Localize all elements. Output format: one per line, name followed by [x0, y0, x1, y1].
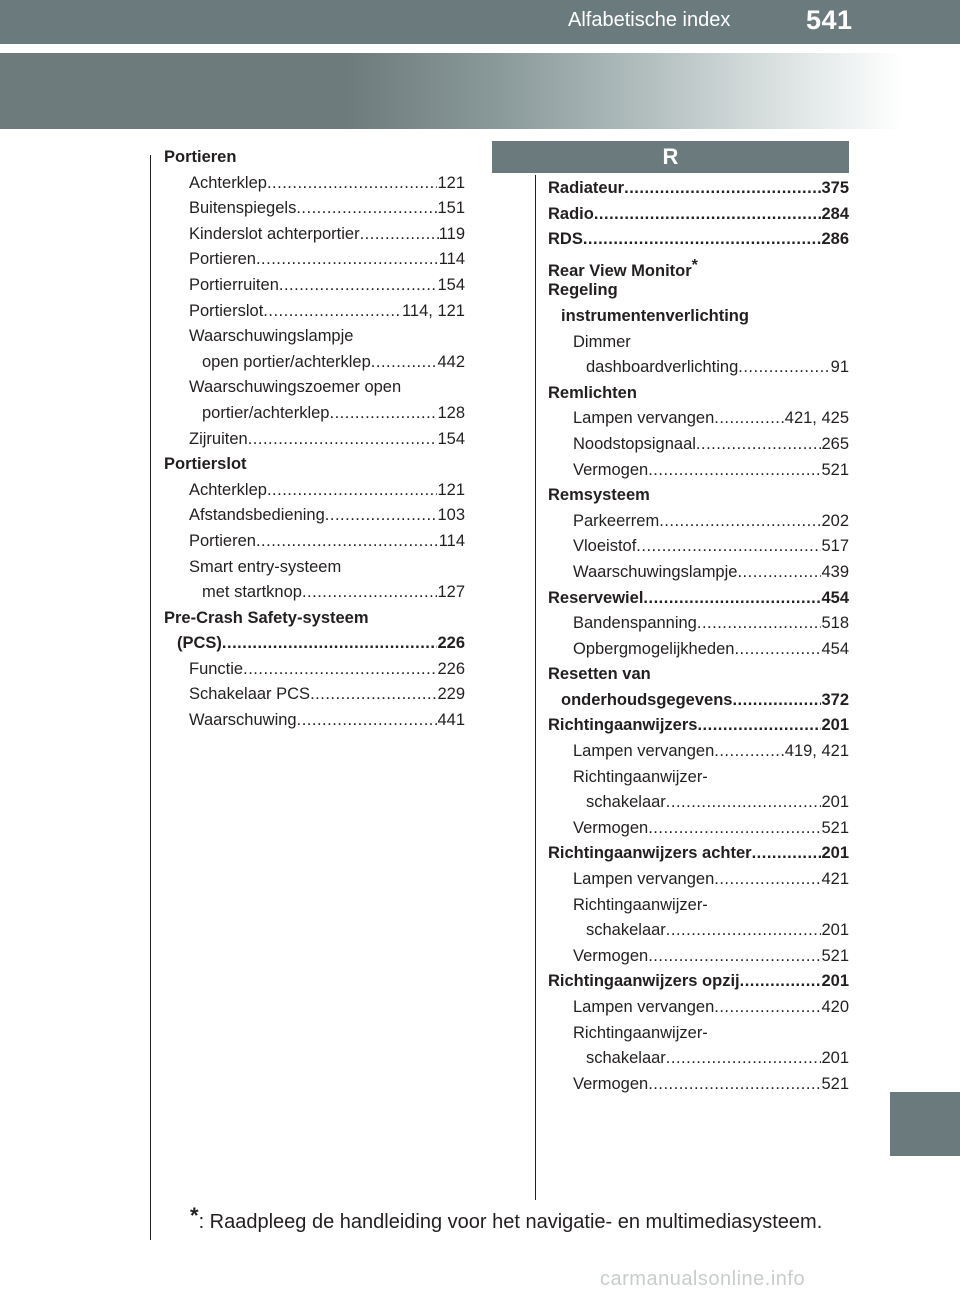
index-column-left [164, 145, 465, 734]
dot-leader [714, 867, 821, 893]
entry-term: Portieren [164, 148, 237, 166]
index-entry [164, 196, 465, 222]
page-number: 541 [806, 5, 853, 35]
footnote-marker: * [190, 1203, 199, 1228]
entry-term: Portierslot [164, 455, 247, 474]
entry-term: Waarschuwing [189, 711, 297, 730]
index-entry [164, 657, 465, 683]
entry-term: Achterklep [189, 173, 267, 192]
entry-term: Vermogen [573, 946, 649, 965]
entry-page: 103 [437, 506, 465, 525]
index-entry [164, 503, 465, 529]
index-entry [548, 713, 849, 739]
index-entry [548, 509, 849, 535]
entry-page: 517 [821, 537, 849, 556]
dot-leader [297, 708, 438, 734]
footnote-ref: * [691, 256, 698, 274]
dot-leader [732, 688, 821, 714]
entry-page: 114 [438, 531, 465, 550]
entry-term: Achterklep [189, 480, 267, 499]
entry-page: 286 [821, 230, 849, 249]
entry-page: 454 [821, 639, 849, 658]
entry-term: Richtingaanwijzers achter [548, 844, 752, 863]
entry-page: 91 [830, 358, 849, 377]
index-entry [548, 355, 849, 381]
dot-leader [648, 944, 821, 970]
entry-page: 521 [821, 1074, 849, 1093]
entry-term: schakelaar [586, 793, 666, 812]
entry-page: 454 [821, 588, 849, 607]
entry-term: Richtingaanwijzers [548, 716, 698, 735]
dot-leader [583, 227, 822, 253]
entry-term: Portierruiten [189, 275, 279, 294]
entry-term: schakelaar [586, 1049, 666, 1068]
index-entry [164, 247, 465, 273]
entry-page: 201 [821, 921, 849, 940]
entry-term: Vermogen [573, 460, 649, 479]
dot-leader [648, 458, 821, 484]
entry-term: Richtingaanwijzer- [573, 767, 708, 786]
index-entry [548, 995, 849, 1021]
entry-term: Waarschuwingslampje [189, 327, 354, 346]
index-entry [548, 841, 849, 867]
index-entry [164, 478, 465, 504]
index-entry [548, 278, 849, 304]
entry-term: Vermogen [573, 818, 649, 837]
entry-page: 375 [821, 179, 849, 197]
entry-term: Opbergmogelijkheden [573, 639, 735, 658]
entry-term: Portieren [189, 250, 256, 269]
left-rule [150, 155, 151, 1240]
entry-page: 419, 421 [784, 742, 849, 761]
entry-term: Parkeerrem [573, 511, 660, 530]
entry-term: Remsysteem [548, 486, 650, 505]
dot-leader [243, 657, 437, 683]
dot-leader [302, 580, 438, 606]
entry-page: 128 [437, 403, 465, 422]
header-title: Alfabetische index [568, 9, 731, 31]
entry-term: Richtingaanwijzer- [573, 1023, 708, 1042]
entry-term: Dimmer [573, 332, 631, 351]
dot-leader [310, 682, 437, 708]
index-entry [548, 253, 849, 279]
index-entry [164, 529, 465, 555]
watermark: carmanualsonline.info [600, 1268, 806, 1290]
index-entry [164, 580, 465, 606]
dot-leader [267, 171, 438, 197]
dot-leader [256, 247, 439, 273]
header-banner [0, 53, 960, 129]
entry-page: 119 [438, 224, 465, 243]
dot-leader [267, 478, 438, 504]
index-column-right [548, 176, 849, 1097]
entry-term: open portier/achterklep [202, 352, 371, 371]
index-entry [548, 406, 849, 432]
dot-leader [740, 969, 822, 995]
index-entry [548, 458, 849, 484]
index-entry [548, 867, 849, 893]
entry-term: Vloeistof [573, 537, 637, 556]
index-entry [548, 816, 849, 842]
index-entry [164, 299, 465, 325]
index-entry [548, 304, 849, 330]
dot-leader [666, 790, 822, 816]
index-entry [164, 606, 465, 632]
index-entry [548, 790, 849, 816]
index-entry [164, 427, 465, 453]
dot-leader [734, 637, 821, 663]
entry-page: 201 [821, 1049, 849, 1068]
entry-term: Vermogen [573, 1074, 649, 1093]
dot-leader [714, 995, 821, 1021]
entry-term: Portierslot [189, 301, 264, 320]
dot-leader [279, 273, 438, 299]
dot-leader [624, 176, 821, 202]
dot-leader [648, 816, 821, 842]
index-entry [164, 222, 465, 248]
entry-page: 114 [438, 250, 465, 269]
entry-term: Noodstopsignaal [573, 434, 696, 453]
section-letter-heading: R [492, 141, 849, 173]
index-entry [548, 432, 849, 458]
entry-term: Buitenspiegels [189, 199, 297, 218]
dot-leader [752, 841, 822, 867]
footnote [190, 1203, 822, 1234]
entry-term: Radiateur [548, 179, 625, 197]
index-entry [164, 145, 465, 171]
entry-term: Zijruiten [189, 429, 248, 448]
entry-page: 154 [437, 275, 465, 294]
entry-term: Functie [189, 659, 244, 678]
entry-term: Richtingaanwijzer- [573, 895, 708, 914]
dot-leader [659, 509, 821, 535]
entry-page: 518 [821, 614, 849, 633]
dot-leader [666, 918, 822, 944]
index-entry [548, 560, 849, 586]
dot-leader [371, 350, 438, 376]
entry-term: Lampen vervangen [573, 870, 715, 889]
dot-leader [697, 611, 822, 637]
index-entry [164, 708, 465, 734]
entry-page: 114, 121 [401, 301, 465, 320]
entry-term: Waarschuwingszoemer open [189, 378, 402, 397]
index-entry [548, 969, 849, 995]
dot-leader [263, 299, 402, 325]
index-entry [548, 688, 849, 714]
index-entry [548, 381, 849, 407]
entry-page: 420 [821, 998, 849, 1016]
entry-term: Richtingaanwijzers opzij [548, 972, 740, 991]
entry-page: 226 [437, 634, 465, 653]
entry-term: Waarschuwingslampje [573, 562, 738, 581]
entry-term: met startknop [202, 583, 302, 602]
index-entry [548, 944, 849, 970]
dot-leader [360, 222, 439, 248]
index-entry [164, 682, 465, 708]
index-entry [548, 918, 849, 944]
index-entry [548, 611, 849, 637]
index-entry [164, 350, 465, 376]
dot-leader [737, 560, 821, 586]
index-entry [548, 739, 849, 765]
entry-term: portier/achterklep [202, 403, 330, 422]
entry-page: 441 [437, 711, 465, 730]
entry-term: Rear View Monitor* [548, 256, 698, 280]
index-entry [164, 555, 465, 581]
entry-term: Portieren [189, 531, 256, 550]
index-entry [548, 1072, 849, 1098]
entry-term: Pre-Crash Safety-systeem [164, 608, 369, 627]
dot-leader [594, 202, 822, 228]
index-entry [548, 202, 849, 228]
entry-term: Remlichten [548, 383, 637, 402]
dot-leader [296, 196, 437, 222]
index-entry [164, 375, 465, 401]
entry-page: 121 [437, 173, 465, 192]
page-header [0, 0, 960, 44]
dot-leader [636, 534, 821, 560]
entry-term: Kinderslot achterportier [189, 224, 360, 243]
entry-term: RDS [548, 230, 583, 249]
entry-page: 439 [821, 562, 849, 581]
entry-term: Lampen vervangen [573, 998, 715, 1016]
index-entry [548, 534, 849, 560]
index-entry [548, 586, 849, 612]
entry-term: Bandenspanning [573, 614, 697, 633]
entry-term: (PCS) [177, 634, 222, 653]
dot-leader [325, 503, 438, 529]
index-entry [548, 176, 849, 202]
index-entry [548, 483, 849, 509]
entry-term: Schakelaar PCS [189, 685, 311, 704]
entry-page: 421 [821, 870, 849, 889]
dot-leader [714, 739, 785, 765]
entry-page: 201 [821, 844, 849, 863]
entry-term: Lampen vervangen [573, 409, 715, 428]
entry-page: 521 [821, 946, 849, 965]
entry-page: 521 [821, 818, 849, 837]
dot-leader [222, 631, 438, 657]
entry-term: Radio [548, 204, 594, 223]
index-entry [164, 631, 465, 657]
entry-page: 421, 425 [784, 409, 849, 428]
index-entry [548, 227, 849, 253]
entry-term: dashboardverlichting [586, 358, 739, 377]
index-entry [164, 171, 465, 197]
entry-page: 229 [437, 685, 465, 704]
dot-leader [696, 432, 822, 458]
index-entry [548, 637, 849, 663]
entry-page: 201 [821, 793, 849, 812]
index-entry [548, 765, 849, 791]
entry-page: 226 [437, 659, 465, 678]
entry-page: 121 [437, 480, 465, 499]
entry-page: 284 [821, 204, 849, 223]
index-entry [164, 452, 465, 478]
entry-term: Afstandsbediening [189, 506, 325, 525]
entry-term: instrumentenverlichting [561, 306, 749, 325]
entry-page: 154 [437, 429, 465, 448]
column-divider [535, 175, 536, 1200]
dot-leader [256, 529, 439, 555]
entry-page: 201 [821, 716, 849, 735]
entry-term: Regeling [548, 281, 618, 300]
entry-page: 127 [437, 583, 465, 602]
dot-leader [714, 406, 785, 432]
entry-page: 442 [437, 352, 465, 371]
entry-term: onderhoudsgegevens [561, 690, 733, 709]
index-entry [548, 893, 849, 919]
entry-page: 201 [821, 972, 849, 991]
entry-term: Smart entry-systeem [189, 557, 342, 576]
entry-term: schakelaar [586, 921, 666, 940]
entry-page: 265 [821, 434, 849, 453]
entry-term: Resetten van [548, 665, 651, 684]
entry-term: Reservewiel [548, 588, 644, 607]
entry-page: 202 [821, 511, 849, 530]
chapter-tab [890, 1092, 960, 1156]
dot-leader [643, 586, 821, 612]
entry-page: 372 [821, 690, 849, 709]
entry-page: 151 [437, 199, 465, 218]
index-entry [548, 1046, 849, 1072]
dot-leader [697, 713, 821, 739]
entry-page: 521 [821, 460, 849, 479]
dot-leader [248, 427, 438, 453]
index-entry [548, 1021, 849, 1047]
dot-leader [738, 355, 830, 381]
dot-leader [666, 1046, 822, 1072]
index-entry [548, 330, 849, 356]
index-entry [164, 273, 465, 299]
dot-leader [329, 401, 437, 427]
index-entry [164, 324, 465, 350]
index-entry [548, 662, 849, 688]
index-entry [164, 401, 465, 427]
entry-term: Lampen vervangen [573, 742, 715, 761]
dot-leader [648, 1072, 821, 1098]
footnote-text: : Raadpleeg de handleiding voor het navigatie- en multimediasysteem. [198, 1211, 823, 1233]
